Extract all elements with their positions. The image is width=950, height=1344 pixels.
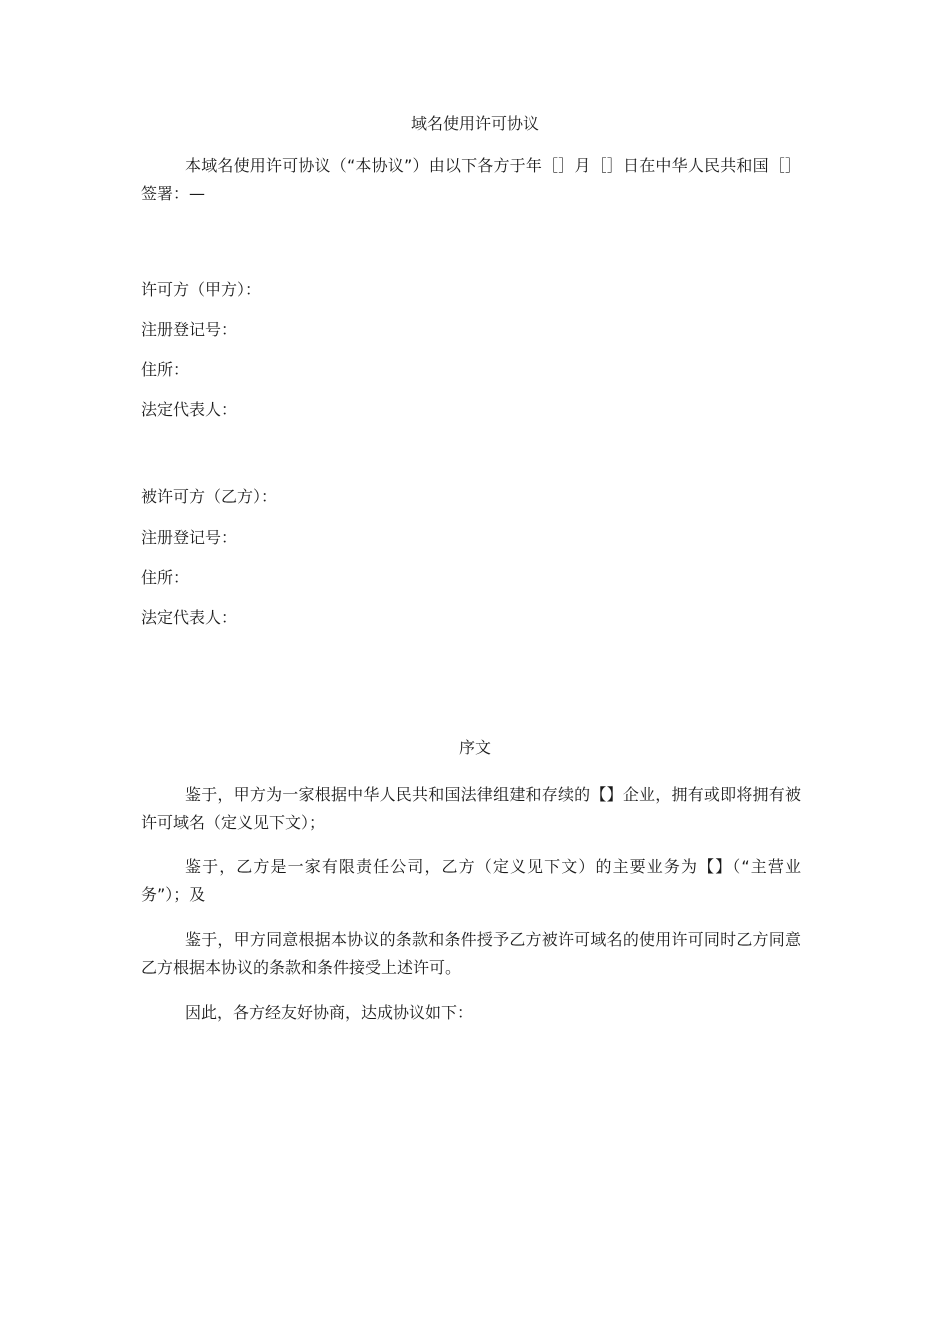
preamble-title: 序文 (458, 738, 491, 757)
preamble-paragraph: 鉴于，甲方同意根据本协议的条款和条件授予乙方被许可域名的使用许可同时乙方同意乙方根据本协议的条款和条件接受上述许可。 (141, 930, 801, 977)
licensor-heading: 许可方（甲方）： (141, 280, 262, 299)
document-title: 域名使用许可协议 (410, 114, 539, 133)
intro-paragraph: 本域名使用许可协议（“本协议”）由以下各方于年［］月［］日在中华人民共和国［］签署：— (141, 156, 801, 203)
licensee-address-label: 住所： (141, 568, 190, 587)
licensor-legal-rep-label: 法定代表人： (141, 400, 238, 419)
agreement-lead-in: 因此，各方经友好协商，达成协议如下： (185, 1003, 474, 1022)
licensor-reg-no-label: 注册登记号： (141, 320, 238, 339)
preamble-paragraph: 鉴于，甲方为一家根据中华人民共和国法律组建和存续的【】企业，拥有或即将拥有被许可域名（定义见下文）； (141, 785, 801, 832)
licensor-address-label: 住所： (141, 360, 190, 379)
licensee-reg-no-label: 注册登记号： (141, 528, 238, 547)
licensee-legal-rep-label: 法定代表人： (141, 608, 238, 627)
preamble-paragraph: 鉴于，乙方是一家有限责任公司，乙方（定义见下文）的主要业务为【】（“主营业务”）；及 (141, 857, 801, 904)
licensee-heading: 被许可方（乙方）： (141, 487, 278, 506)
